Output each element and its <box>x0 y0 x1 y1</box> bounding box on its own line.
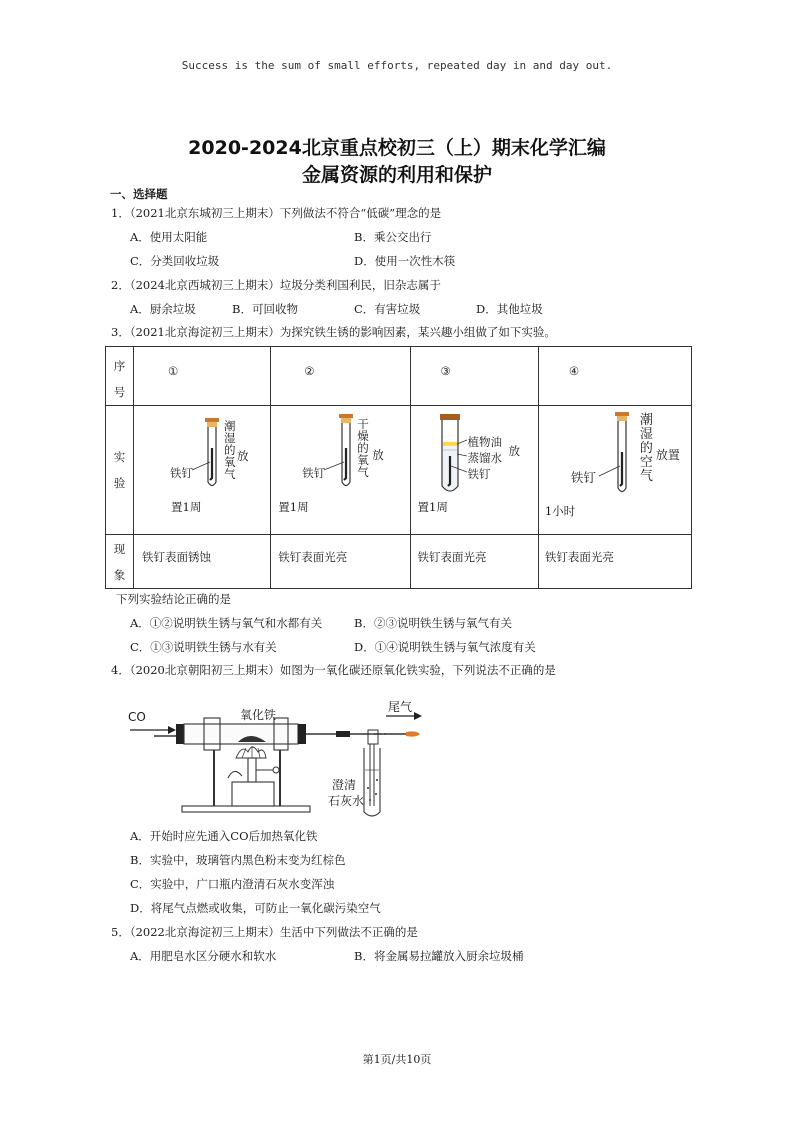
question-4-stem: 4．（2020北京朝阳初三上期末）如图为一氧化碳还原氧化铁实验，下列说法不正确的是 <box>111 663 556 677</box>
q5-option-b: B．将金属易拉罐放入厨余垃圾桶 <box>354 949 524 963</box>
q4-option-d: D．将尾气点燃或收集，可防止一氧化碳污染空气 <box>130 901 381 915</box>
row-label-char: 序 <box>113 359 126 373</box>
q4-option-a: A．开始时应先通入CO后加热氧化铁 <box>130 829 318 843</box>
motto: Success is the sum of small efforts, repeated day in and day out. <box>181 59 613 72</box>
row-label-char: 现 <box>113 542 126 556</box>
phenomenon-1: 铁钉表面锈蚀 <box>134 535 271 589</box>
q2-option-a: A．厨余垃圾 <box>130 302 196 316</box>
row-label-char: 实 <box>113 450 126 464</box>
col-num: ③ <box>440 364 451 378</box>
experiment-table <box>105 346 692 589</box>
experiment-4 <box>538 406 691 535</box>
question-2-stem: 2．（2024北京西城初三上期末）垃圾分类利国利民，旧杂志属于 <box>111 278 441 292</box>
time-label: 1小时 <box>544 504 576 518</box>
time-label: 置1周 <box>278 500 309 514</box>
q1-option-b: B．乘公交出行 <box>354 230 432 244</box>
row-label-xianxiang <box>106 535 134 589</box>
q4-option-c: C．实验中，广口瓶内澄清石灰水变浑浊 <box>130 877 335 891</box>
oil-label: 植物油 <box>467 435 503 449</box>
section-heading: 一、选择题 <box>110 187 168 201</box>
nail-label: 铁钉 <box>467 467 491 481</box>
q2-option-c: C．有害垃圾 <box>354 302 421 316</box>
row-label-char: 象 <box>113 568 126 582</box>
action-label: 放 <box>237 449 249 463</box>
q3-option-c: C．①③说明铁生锈与水有关 <box>130 640 277 654</box>
q3-option-d: D．①④说明铁生锈与氧气浓度有关 <box>354 640 536 654</box>
page-subtitle: 金属资源的利用和保护 <box>301 164 492 186</box>
row-label-shiyan <box>106 406 134 535</box>
q3-option-b: B．②③说明铁生锈与氧气有关 <box>354 616 512 630</box>
phenomenon-4: 铁钉表面光亮 <box>538 535 691 589</box>
q5-option-a: A．用肥皂水区分硬水和软水 <box>130 949 277 963</box>
phenomenon-2: 铁钉表面光亮 <box>271 535 410 589</box>
col-num: ④ <box>568 364 580 378</box>
q1-option-a: A．使用太阳能 <box>130 230 208 244</box>
co-reduction-apparatus-icon <box>124 694 429 818</box>
experiment-3 <box>410 406 538 535</box>
header-col-3 <box>410 347 538 406</box>
row-label-char: 号 <box>113 385 126 399</box>
q1-option-c: C．分类回收垃圾 <box>130 254 220 268</box>
limewater-label-1: 澄清 <box>332 778 357 792</box>
co-label: CO <box>128 710 146 724</box>
medium-label: 潮湿的氧气 <box>224 419 236 481</box>
experiment-2 <box>271 406 410 535</box>
nail-label: 铁钉 <box>570 470 596 485</box>
col-num: ① <box>168 364 179 378</box>
apparatus-figure <box>124 694 429 818</box>
page-title: 2020-2024北京重点校初三（上）期末化学汇编 <box>188 137 606 159</box>
time-label: 置1周 <box>171 500 202 514</box>
header-col-4 <box>538 347 691 406</box>
nail-label: 铁钉 <box>302 466 326 480</box>
limewater-label-2: 石灰水 <box>328 794 365 808</box>
nail-label: 铁钉 <box>170 466 193 480</box>
experiment-1 <box>134 406 271 535</box>
action-label: 放置 <box>655 448 680 462</box>
medium-label: 潮湿的空气 <box>639 413 653 484</box>
medium-label: 干燥的氧气 <box>357 417 369 479</box>
test-tube-1-icon <box>134 406 271 534</box>
q1-option-d: D．使用一次性木筷 <box>354 254 456 268</box>
col-num: ② <box>304 364 315 378</box>
row-label-char: 验 <box>113 476 126 490</box>
page-footer: 第1页/共10页 <box>362 1053 432 1066</box>
q2-option-d: D．其他垃圾 <box>476 302 543 316</box>
q4-option-b: B．实验中，玻璃管内黑色粉末变为红棕色 <box>130 853 346 867</box>
water-label: 蒸馏水 <box>467 451 503 465</box>
row-label-xuhao <box>106 347 134 406</box>
tail-gas-label: 尾气 <box>388 700 413 714</box>
header-col-1 <box>134 347 271 406</box>
q3-option-a: A．①②说明铁生锈与氧气和水都有关 <box>130 616 323 630</box>
time-label: 置1周 <box>417 500 448 514</box>
action-label: 放 <box>508 444 521 458</box>
question-3-prompt: 下列实验结论正确的是 <box>116 592 231 606</box>
q2-option-b: B．可回收物 <box>232 302 298 316</box>
question-1-stem: 1．（2021北京东城初三上期末）下列做法不符合“低碳”理念的是 <box>111 206 442 220</box>
action-label: 放 <box>372 448 384 462</box>
phenomenon-3: 铁钉表面光亮 <box>410 535 538 589</box>
iron-oxide-label: 氧化铁 <box>240 708 277 722</box>
question-3-stem: 3．（2021北京海淀初三上期末）为探究铁生锈的影响因素，某兴趣小组做了如下实验。 <box>111 325 556 339</box>
header-col-2 <box>271 347 410 406</box>
question-5-stem: 5．（2022北京海淀初三上期末）生活中下列做法不正确的是 <box>111 925 418 939</box>
